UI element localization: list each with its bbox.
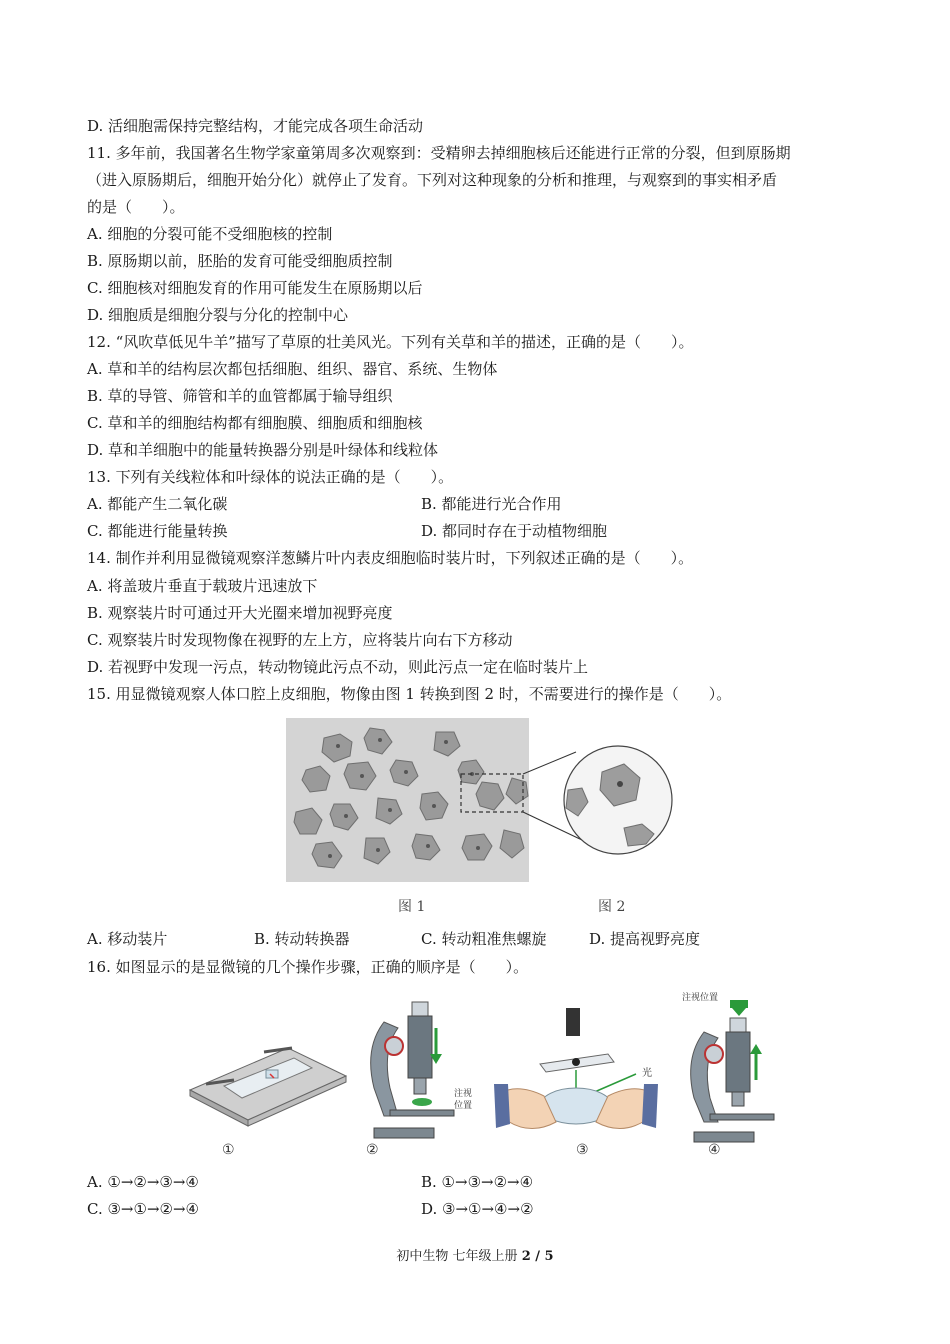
q11-option-a: A. 细胞的分裂可能不受细胞核的控制 (87, 225, 333, 243)
q15-stem: 15. 用显微镜观察人体口腔上皮细胞，物像由图 1 转换到图 2 时，不需要进行的操作是（ ）。 (87, 685, 732, 703)
q15-option-b: B. 转动转换器 (254, 930, 350, 948)
step-label-2: ② (366, 1142, 379, 1158)
q12-option-d: D. 草和羊细胞中的能量转换器分别是叶绿体和线粒体 (87, 441, 439, 459)
q12-option-a: A. 草和羊的结构层次都包括细胞、组织、器官、系统、生物体 (87, 360, 498, 378)
q11-option-d: D. 细胞质是细胞分裂与分化的控制中心 (87, 306, 349, 324)
page-footer (0, 1245, 950, 1264)
q15-option-a: A. 移动装片 (87, 930, 168, 948)
q16-stem: 16. 如图显示的是显微镜的几个操作步骤，正确的顺序是（ ）。 (87, 958, 529, 976)
q11-option-c: C. 细胞核对细胞发育的作用可能发生在原肠期以后 (87, 279, 423, 297)
step4-raise-tube (691, 1000, 774, 1142)
q16-option-a: A. ①→②→③→④ (87, 1173, 199, 1191)
q11-stem-line2: （进入原肠期后，细胞开始分化）就停止了发育。下列对这种现象的分析和推理，与观察到的事实相矛盾 (87, 171, 778, 189)
footer-text: 初中生物 七年级上册 (396, 1249, 522, 1264)
step3-adjust-light (494, 1008, 658, 1129)
q14-stem: 14. 制作并利用显微镜观察洋葱鳞片叶内表皮细胞临时装片时，下列叙述正确的是（ ）。 (87, 549, 694, 567)
q16-option-c: C. ③→①→②→④ (87, 1200, 199, 1218)
step2-gaze-label-1: 注视 (454, 1089, 473, 1099)
q14-option-b: B. 观察装片时可通过开大光圈来增加视野亮度 (87, 604, 393, 622)
q13-option-c: C. 都能进行能量转换 (87, 522, 228, 540)
q16-figure (184, 988, 784, 1158)
fig1-caption: 图 1 (398, 899, 426, 915)
q11-option-b: B. 原肠期以前，胚胎的发育可能受细胞质控制 (87, 252, 393, 270)
q16-option-d: D. ③→①→④→② (421, 1200, 534, 1218)
q11-stem-line3: 的是（ ）。 (87, 198, 185, 216)
step2-gaze-label-2: 位置 (454, 1101, 473, 1111)
q13-option-d: D. 都同时存在于动植物细胞 (421, 522, 608, 540)
q14-option-d: D. 若视野中发现一污点，转动物镜此污点不动，则此污点一定在临时装片上 (87, 658, 589, 676)
q15-option-d: D. 提高视野亮度 (589, 930, 701, 948)
q16-option-b: B. ①→③→②→④ (421, 1173, 534, 1191)
q13-option-a: A. 都能产生二氧化碳 (87, 495, 228, 513)
footer-page-number: 2 / 5 (521, 1249, 554, 1264)
q10-option-d: D. 活细胞需保持完整结构，才能完成各项生命活动 (87, 117, 424, 135)
step-label-3: ③ (576, 1142, 589, 1158)
zoom-line-top (523, 752, 576, 774)
q13-option-b: B. 都能进行光合作用 (421, 495, 562, 513)
q14-option-a: A. 将盖玻片垂直于载玻片迅速放下 (87, 577, 318, 595)
fig2-caption: 图 2 (598, 899, 626, 915)
q15-option-c: C. 转动粗准焦螺旋 (421, 930, 547, 948)
step2-lower-tube (371, 1002, 454, 1138)
q14-option-c: C. 观察装片时发现物像在视野的左上方，应将装片向右下方移动 (87, 631, 513, 649)
q13-stem: 13. 下列有关线粒体和叶绿体的说法正确的是（ ）。 (87, 468, 454, 486)
q12-stem: 12. “风吹草低见牛羊”描写了草原的壮美风光。下列有关草和羊的描述，正确的是（ ）。 (87, 333, 694, 351)
q12-option-b: B. 草的导管、筛管和羊的血管都属于输导组织 (87, 387, 393, 405)
step1-slide-on-stage (190, 1048, 346, 1126)
q11-stem-line1: 11. 多年前，我国著名生物学家童第周多次观察到：受精卵去掉细胞核后还能进行正常的分裂，但到原肠期 (87, 144, 791, 162)
step-label-1: ① (222, 1142, 235, 1158)
step4-gaze-label: 注视位置 (682, 993, 719, 1003)
q12-option-c: C. 草和羊的细胞结构都有细胞膜、细胞质和细胞核 (87, 414, 423, 432)
fig2-nucleus (617, 781, 623, 787)
step3-light-label: 光 (642, 1068, 652, 1079)
q15-figure (286, 718, 676, 884)
step-label-4: ④ (708, 1142, 721, 1158)
